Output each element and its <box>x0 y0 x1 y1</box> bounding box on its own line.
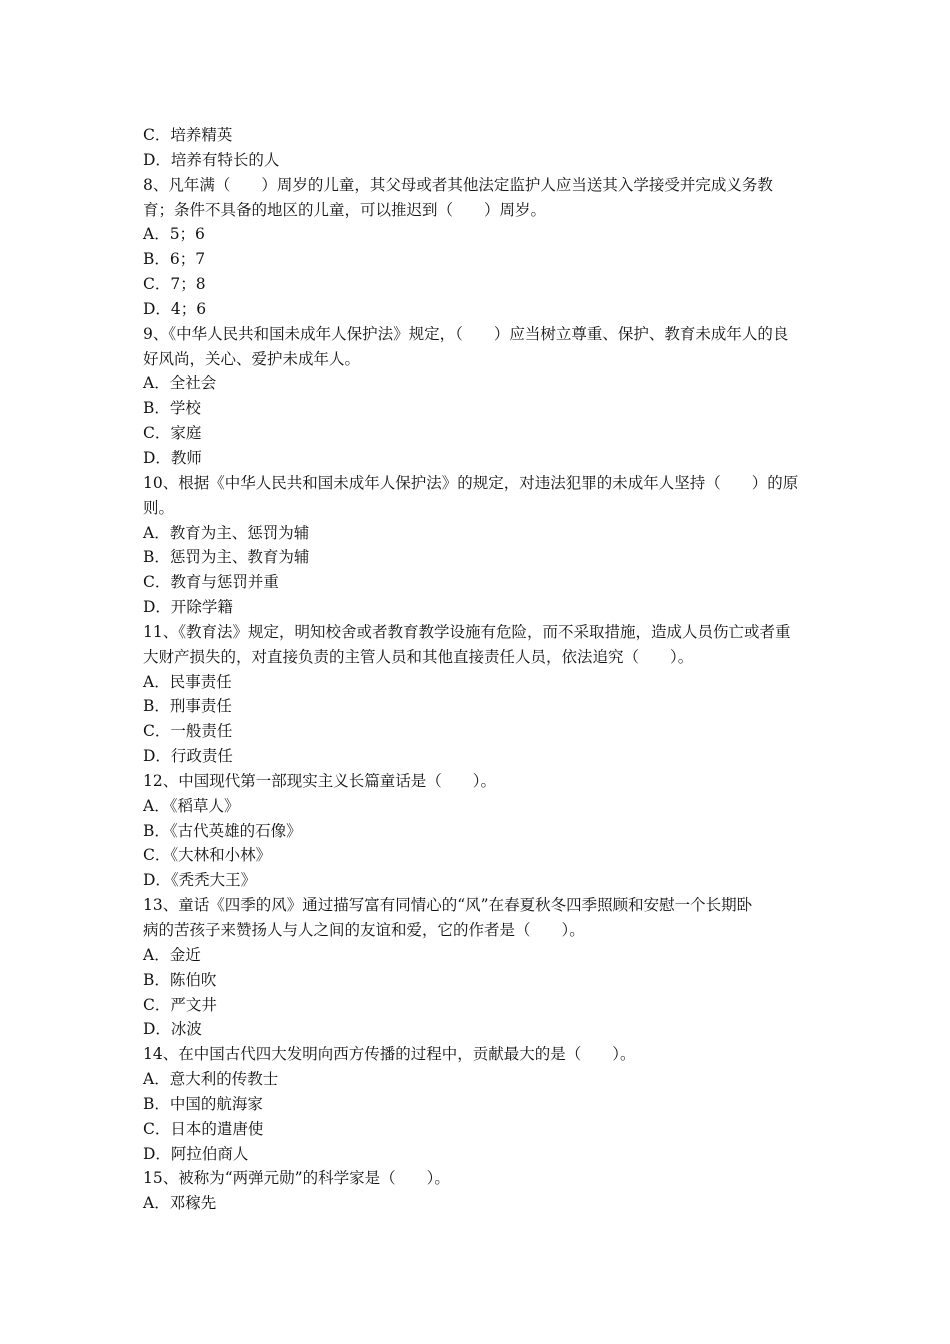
answer-option: C．教育与惩罚并重 <box>143 573 279 592</box>
question-text: 15、被称为“两弹元勋”的科学家是（ ）。 <box>143 1169 450 1188</box>
text-line: 育；条件不具备的地区的儿童，可以推迟到（ ）周岁。 <box>143 200 547 219</box>
answer-option: D．培养有特长的人 <box>143 150 280 169</box>
answer-option: C．《大林和小林》 <box>143 846 272 865</box>
answer-option: B．6；7 <box>143 250 206 269</box>
answer-option: C．一般责任 <box>143 722 233 741</box>
answer-option: A．金近 <box>143 945 201 964</box>
question-text: 8、凡年满（ ）周岁的儿童，其父母或者其他法定监护人应当送其入学接受并完成义务教 <box>143 175 773 194</box>
answer-option: B．惩罚为主、教育为辅 <box>143 548 310 567</box>
answer-option: A．《稻草人》 <box>143 796 240 815</box>
answer-option: B．《古代英雄的石像》 <box>143 821 302 840</box>
question-list <box>143 123 811 1216</box>
text-line: 大财产损失的，对直接负责的主管人员和其他直接责任人员，依法追究（ ）。 <box>143 647 694 666</box>
answer-option: C．培养精英 <box>143 126 233 144</box>
answer-option: A．5；6 <box>143 225 205 244</box>
answer-option: B．刑事责任 <box>143 697 232 716</box>
answer-option: C．日本的遣唐使 <box>143 1119 264 1138</box>
question-text: 11、《教育法》规定，明知校舍或者教育教学设施有危险，而不采取措施，造成人员伤亡或者重 <box>143 622 791 641</box>
answer-option: C．严文井 <box>143 995 217 1014</box>
answer-option: A．全社会 <box>143 374 217 393</box>
answer-option: D．《秃秃大王》 <box>143 871 257 890</box>
answer-option: D．阿拉伯商人 <box>143 1144 249 1163</box>
answer-option: A．邓稼先 <box>143 1194 217 1213</box>
answer-option: B．学校 <box>143 399 201 418</box>
answer-option: D．4；6 <box>143 299 207 318</box>
text-line: 则。 <box>143 498 175 517</box>
answer-option: A．教育为主、惩罚为辅 <box>143 523 310 542</box>
text-line: 好风尚，关心、爱护未成年人。 <box>143 349 361 368</box>
question-text: 12、中国现代第一部现实主义长篇童话是（ ）。 <box>143 771 496 790</box>
answer-option: D．开除学籍 <box>143 598 233 617</box>
answer-option: C．家庭 <box>143 424 202 443</box>
answer-option: D．冰波 <box>143 1020 202 1039</box>
question-text: 13、童话《四季的风》通过描写富有同情心的“风”在春夏秋冬四季照顾和安慰一个长期卧 <box>143 896 753 915</box>
answer-option: D．行政责任 <box>143 747 233 766</box>
question-text: 9、《中华人民共和国未成年人保护法》规定，（ ）应当树立尊重、保护、教育未成年人的良 <box>143 324 789 343</box>
text-line: 病的苦孩子来赞扬人与人之间的友谊和爱，它的作者是（ ）。 <box>143 921 585 939</box>
answer-option: C．7；8 <box>143 275 206 294</box>
answer-option: D．教师 <box>143 448 202 467</box>
answer-option: A．民事责任 <box>143 672 232 691</box>
answer-option: B．中国的航海家 <box>143 1094 263 1113</box>
answer-option: B．陈伯吹 <box>143 970 217 989</box>
question-text: 10、根据《中华人民共和国未成年人保护法》的规定，对违法犯罪的未成年人坚持（ ）的原 <box>143 473 799 492</box>
answer-option: A．意大利的传教士 <box>143 1070 279 1089</box>
question-text: 14、在中国古代四大发明向西方传播的过程中，贡献最大的是（ ）。 <box>143 1045 636 1064</box>
